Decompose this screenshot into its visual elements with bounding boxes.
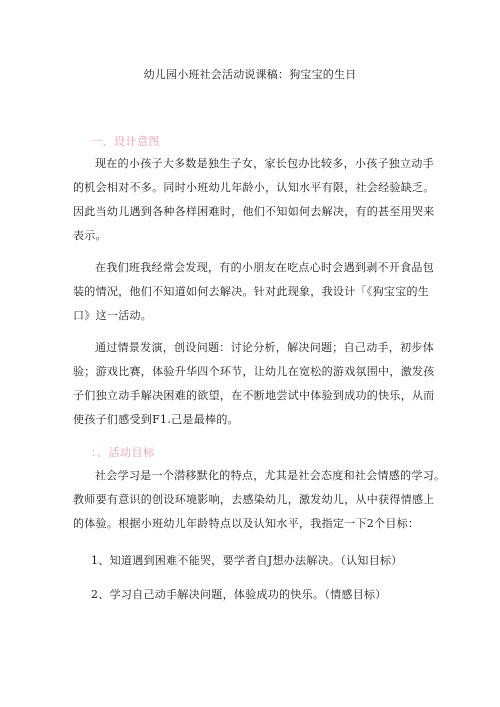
paragraph-line: 表示。 [73,229,107,242]
paragraph [73,336,435,432]
paragraph-line: 的体验。根据小班幼儿年龄特点以及认知水平，我指定一下2个目标： [73,517,420,530]
paragraph-line: 装的情况，他们不知道如何去解决。针对此现象，我设计「《狗宝宝的生 [73,285,430,298]
paragraph-line: 在我们班我经常会发现，有的小朋友在吃点心时会遇到剥不开食品包 [95,261,434,274]
paragraph-line: 现在的小孩子大多数是独生子女，家长包办比较多，小孩子独立动手 [95,157,434,170]
paragraph-line: 使孩子们感受到F1.己是最棒的。 [73,413,239,426]
paragraph-line: 教师要有意识的创设环境影响，去感染幼儿，激发幼儿，从中获得情感上 [73,493,435,506]
paragraph-line: 因此当幼儿遇到各种各样困难时，他们不知如何去解决，有的甚至用哭来 [73,205,435,218]
paragraph-line: 通过情景发演，创设问题：讨论分析，解决问题；自己动手，初步体 [95,341,434,354]
section-heading-design-intent: 一、设计意图 [91,135,160,148]
document-title: 幼儿园小班社会活动说课稿：狗宝宝的生日 [143,68,357,81]
paragraph-line: 社会学习是一个潜移默化的特点，尤其是社会态度和社会情感的学习。 [95,469,446,482]
goal-list-item: 1、知道遇到困难不能哭，要学者自J想办法解决。（认知目标） [91,554,403,567]
paragraph [73,256,434,328]
paragraph-line: 验；游戏比赛，体验升华四个环节，让幼儿在宽松的游戏氛围中，激发孩 [73,365,435,378]
paragraph-line: 子们独立动手解决困难的欲望，在不断地尝试中体验到成功的快乐，从而 [73,389,435,402]
section-heading-activity-goals: ：、活动目标 [91,446,155,459]
paragraph-line: 的机会相对不多。同时小班幼儿年龄小，认知水平有限，社会经验缺乏。 [73,181,435,194]
paragraph [73,464,446,536]
goal-list-item: 2、学习自己动手解决问题，体验成功的快乐。（情感目标） [91,588,387,601]
paragraph [73,152,435,248]
paragraph-line: 口》这一活动。 [73,309,153,322]
